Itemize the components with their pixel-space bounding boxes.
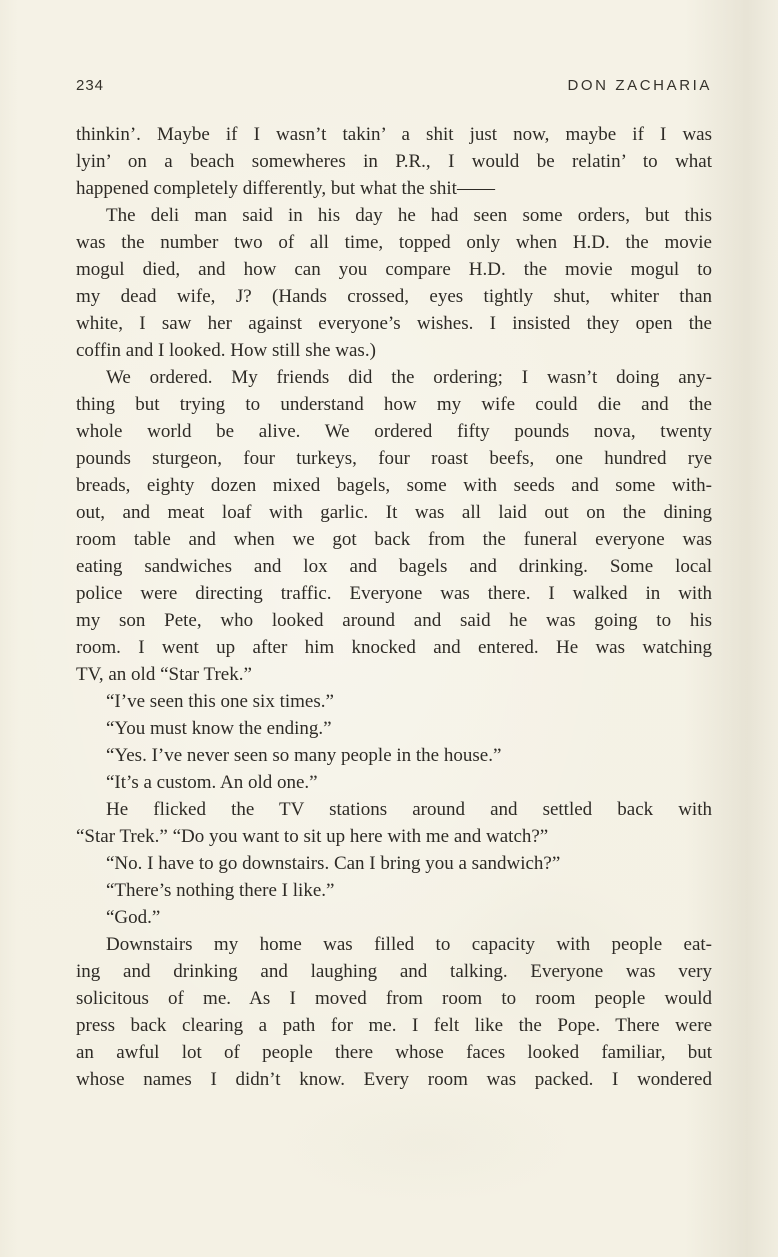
text-line: “You must know the ending.” xyxy=(106,718,332,739)
text-line: “Star Trek.” “Do you want to sit up here with me and watch?” xyxy=(76,826,549,847)
text-line: was the number two of all time, topped only when H.D. the movie xyxy=(76,232,712,253)
text-line: white, I saw her against everyone’s wishes. I insisted they open the xyxy=(76,313,712,334)
paragraph xyxy=(76,904,712,931)
text-line: The deli man said in his day he had seen some orders, but this xyxy=(106,205,712,226)
text-line: mogul died, and how can you compare H.D. the movie mogul to xyxy=(76,259,712,280)
paragraph xyxy=(76,877,712,904)
running-header-author: DON ZACHARIA xyxy=(567,77,712,94)
text-line: “I’ve seen this one six times.” xyxy=(106,691,334,712)
text-line: “God.” xyxy=(106,907,161,928)
text-line: room table and when we got back from the funeral everyone was xyxy=(76,529,712,550)
text-line: Downstairs my home was filled to capacity with people eat- xyxy=(106,934,712,955)
text-line: press back clearing a path for me. I felt like the Pope. There were xyxy=(76,1015,712,1036)
text-line: whole world be alive. We ordered fifty pounds nova, twenty xyxy=(76,421,712,442)
text-line: “No. I have to go downstairs. Can I bring you a sandwich?” xyxy=(106,853,561,874)
paragraph xyxy=(76,796,712,850)
text-line: “Yes. I’ve never seen so many people in the house.” xyxy=(106,745,502,766)
text-line: He flicked the TV stations around and settled back with xyxy=(106,799,712,820)
text-line: room. I went up after him knocked and entered. He was watching xyxy=(76,637,712,658)
text-line: pounds sturgeon, four turkeys, four roast beefs, one hundred rye xyxy=(76,448,712,469)
text-line: happened completely differently, but what the shit—— xyxy=(76,178,495,199)
text-line: We ordered. My friends did the ordering; I wasn’t doing any- xyxy=(106,367,712,388)
page-number: 234 xyxy=(76,77,105,94)
text-line: coffin and I looked. How still she was.) xyxy=(76,340,376,361)
paragraph xyxy=(76,850,712,877)
text-line: solicitous of me. As I moved from room to room people would xyxy=(76,988,712,1009)
page-header xyxy=(76,77,712,94)
text-line: my dead wife, J? (Hands crossed, eyes tightly shut, whiter than xyxy=(76,286,712,307)
paragraph xyxy=(76,742,712,769)
text-line: “It’s a custom. An old one.” xyxy=(106,772,318,793)
paragraph xyxy=(76,364,712,688)
paragraph xyxy=(76,931,712,1093)
text-line: thing but trying to understand how my wife could die and the xyxy=(76,394,712,415)
paragraph xyxy=(76,769,712,796)
text-line: an awful lot of people there whose faces looked familiar, but xyxy=(76,1042,712,1063)
text-line: TV, an old “Star Trek.” xyxy=(76,664,252,685)
paragraph xyxy=(76,202,712,364)
paragraph xyxy=(76,688,712,715)
paragraph xyxy=(76,715,712,742)
text-line: whose names I didn’t know. Every room was packed. I wondered xyxy=(76,1069,712,1090)
text-line: lyin’ on a beach somewheres in P.R., I would be relatin’ to what xyxy=(76,151,712,172)
text-line: ing and drinking and laughing and talking. Everyone was very xyxy=(76,961,712,982)
text-line: “There’s nothing there I like.” xyxy=(106,880,335,901)
text-line: thinkin’. Maybe if I wasn’t takin’ a shit just now, maybe if I was xyxy=(76,124,712,145)
text-line: my son Pete, who looked around and said he was going to his xyxy=(76,610,712,631)
text-line: out, and meat loaf with garlic. It was all laid out on the dining xyxy=(76,502,712,523)
text-line: breads, eighty dozen mixed bagels, some with seeds and some with- xyxy=(76,475,712,496)
text-line: police were directing traffic. Everyone was there. I walked in with xyxy=(76,583,712,604)
text-line: eating sandwiches and lox and bagels and drinking. Some local xyxy=(76,556,712,577)
body-text xyxy=(76,121,712,1093)
paragraph xyxy=(76,121,712,202)
